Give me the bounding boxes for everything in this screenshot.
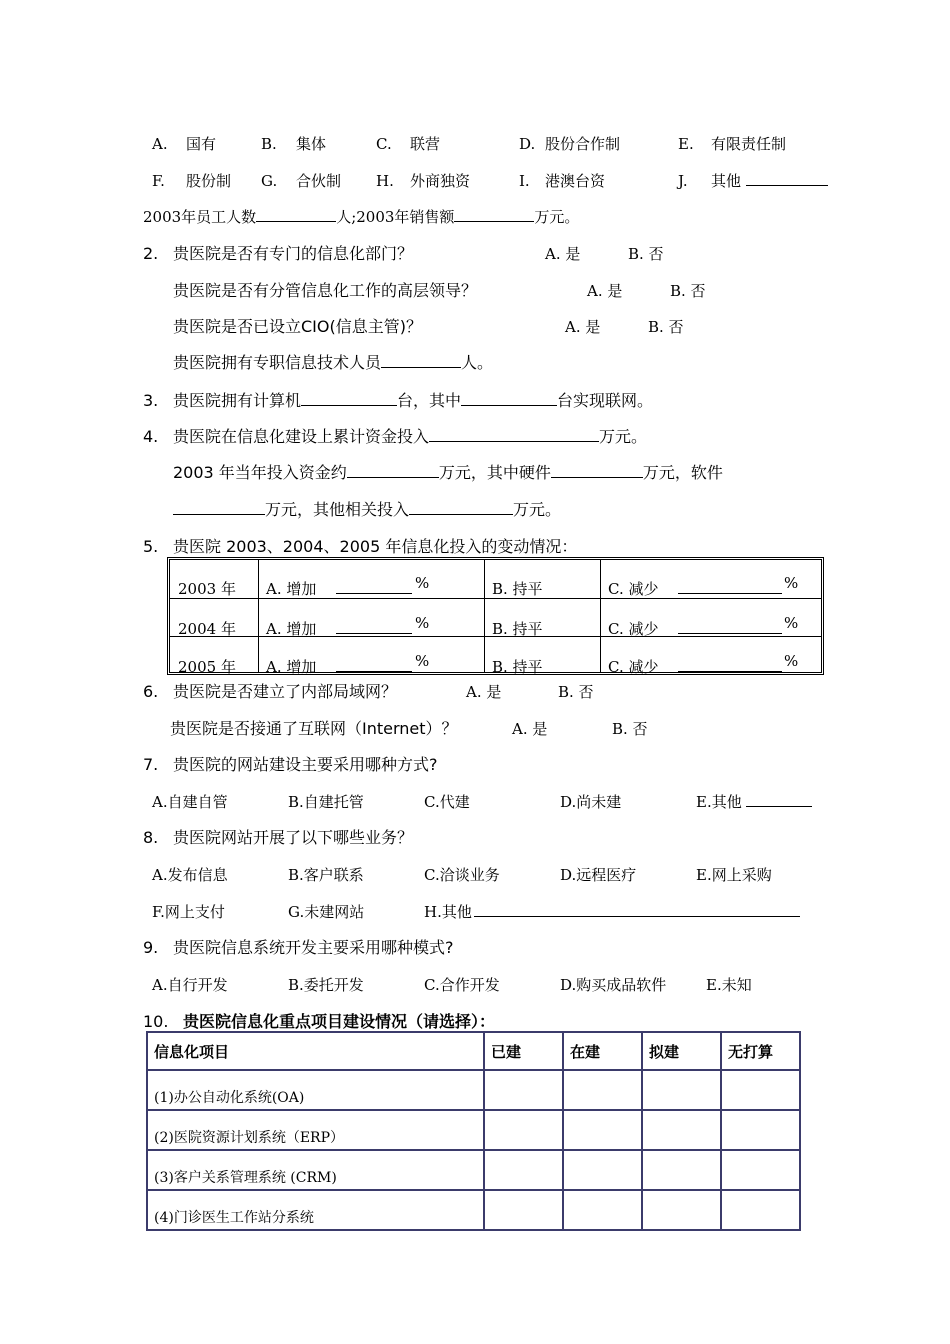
q1-staff-label: 2003年员工人数 (143, 208, 257, 226)
q10-item-outpatient: (4)门诊医生工作站分系统 (147, 1190, 484, 1230)
q1-option-e-letter: E. (678, 135, 694, 153)
q4-text-g: 万元。 (513, 500, 562, 519)
q4-text-b: 万元。 (599, 427, 648, 446)
table-row (147, 1150, 800, 1190)
q5-title: 贵医院 2003、2004、2005 年信息化投入的变动情况： (173, 537, 578, 556)
q5-increase-blank[interactable] (336, 657, 412, 672)
q3-line (173, 391, 653, 411)
q2-leader-no[interactable]: B. 否 (670, 282, 706, 300)
q5-decrease-blank[interactable] (678, 619, 782, 634)
q5-increase-option[interactable]: A. 增加 (266, 620, 317, 638)
q8-option-c[interactable]: C.洽谈业务 (424, 866, 500, 884)
q6-internet-no[interactable]: B. 否 (612, 720, 648, 738)
q1-other-blank[interactable] (746, 171, 828, 186)
q10-cell-no-plan[interactable] (721, 1150, 800, 1190)
q3-number: 3. (143, 391, 159, 410)
q7-option-b[interactable]: B.自建托管 (288, 793, 364, 811)
q1-option-g-letter: G. (261, 172, 278, 190)
q10-item-erp: (2)医院资源计划系统（ERP） (147, 1110, 484, 1150)
q8-option-e[interactable]: E.网上采购 (696, 866, 772, 884)
table-row (147, 1070, 800, 1110)
q4-line2 (173, 463, 723, 483)
q9-option-d[interactable]: D.购买成品软件 (560, 976, 667, 994)
q2-leader-yes[interactable]: A. 是 (587, 282, 623, 300)
q5-increase-pct: % (415, 614, 430, 632)
q6-lan-no[interactable]: B. 否 (558, 683, 594, 701)
q4-line1 (173, 427, 647, 447)
q2-it-staff-unit: 人。 (461, 353, 494, 372)
q3-text-a: 贵医院拥有计算机 (173, 391, 302, 410)
q1-option-f-label: 股份制 (186, 172, 232, 190)
q1-option-j-letter: J. (678, 172, 688, 190)
q2-it-staff-blank[interactable] (381, 353, 461, 368)
q8-option-b[interactable]: B.客户联系 (288, 866, 364, 884)
q4-2003-invest-blank[interactable] (347, 463, 439, 478)
q10-header-built: 已建 (484, 1032, 563, 1070)
q1-staff-unit: 人;2003年销售额 (336, 208, 455, 226)
q2-cio-no[interactable]: B. 否 (648, 318, 684, 336)
q2-it-staff-line (173, 353, 493, 373)
q10-cell-building[interactable] (563, 1110, 642, 1150)
q6-internet-yes[interactable]: A. 是 (512, 720, 548, 738)
q1-option-j-label: 其他 (711, 172, 742, 190)
q4-hardware-blank[interactable] (551, 463, 643, 478)
q2-question-leader: 贵医院是否有分管信息化工作的高层领导？ (173, 281, 478, 300)
q10-number: 10. (143, 1012, 169, 1031)
q7-option-c[interactable]: C.代建 (424, 793, 470, 811)
q4-total-invest-blank[interactable] (429, 427, 599, 442)
q4-other-invest-blank[interactable] (409, 500, 513, 515)
q5-row-2004 (170, 598, 821, 636)
q1-option-i-label: 港澳台资 (545, 172, 606, 190)
q10-cell-no-plan[interactable] (721, 1110, 800, 1150)
q1-option-h-label: 外商独资 (410, 172, 471, 190)
q1-option-c-label: 联营 (410, 135, 441, 153)
q10-cell-built[interactable] (484, 1150, 563, 1190)
q3-computers-blank[interactable] (301, 391, 397, 406)
q10-cell-planned[interactable] (642, 1190, 721, 1230)
q9-title: 贵医院信息系统开发主要采用哪种模式? (173, 938, 454, 957)
q3-text-c: 台实现联网。 (557, 391, 654, 410)
q10-cell-built[interactable] (484, 1070, 563, 1110)
q5-decrease-option[interactable]: C. 减少 (608, 620, 659, 638)
q1-option-d-label: 股份合作制 (545, 135, 621, 153)
q5-decrease-blank[interactable] (678, 579, 782, 594)
q6-question-internet: 贵医院是否接通了互联网（Internet）？ (170, 719, 458, 738)
q8-option-f[interactable]: F.网上支付 (152, 903, 225, 921)
q1-option-g-label: 合伙制 (296, 172, 342, 190)
q2-it-staff-label: 贵医院拥有专职信息技术人员 (173, 353, 382, 372)
q1-option-a-label: 国有 (186, 135, 217, 153)
q5-increase-pct: % (415, 574, 430, 592)
q7-option-e[interactable]: E.其他 (696, 793, 742, 811)
q10-header-planned: 拟建 (642, 1032, 721, 1070)
q5-decrease-pct: % (784, 574, 799, 592)
q1-staff-blank[interactable] (256, 207, 336, 222)
q10-cell-built[interactable] (484, 1110, 563, 1150)
q5-year-label: 2003 年 (178, 580, 236, 598)
q3-text-b: 台，其中 (397, 391, 462, 410)
table-row (147, 1190, 800, 1230)
q5-year-label: 2005 年 (178, 658, 236, 676)
q5-increase-blank[interactable] (336, 619, 412, 634)
q10-header-no-plan: 无打算 (721, 1032, 800, 1070)
q5-decrease-option[interactable]: C. 减少 (608, 580, 659, 598)
q1-option-a-letter: A. (152, 135, 168, 153)
q2-number: 2. (143, 244, 159, 263)
q4-text-f: 万元，其他相关投入 (265, 500, 410, 519)
q10-cell-building[interactable] (563, 1150, 642, 1190)
q1-sales-unit: 万元。 (534, 208, 580, 226)
q5-decrease-pct: % (784, 614, 799, 632)
q9-number: 9. (143, 938, 159, 957)
q2-question-cio: 贵医院是否已设立CIO(信息主管)？ (173, 317, 422, 336)
q5-year-label: 2004 年 (178, 620, 236, 638)
q9-option-c[interactable]: C.合作开发 (424, 976, 500, 994)
q2-question-dept: 贵医院是否有专门的信息化部门？ (173, 244, 414, 263)
q8-option-h[interactable]: H.其他 (424, 903, 472, 921)
q4-text-d: 万元，其中硬件 (438, 463, 551, 482)
q10-header-building: 在建 (563, 1032, 642, 1070)
q5-increase-pct: % (415, 652, 430, 670)
q10-cell-planned[interactable] (642, 1110, 721, 1150)
q6-question-lan: 贵医院是否建立了内部局域网？ (173, 682, 398, 701)
q4-text-a: 贵医院在信息化建设上累计资金投入 (173, 427, 430, 446)
q4-number: 4. (143, 427, 159, 446)
q1-option-b-label: 集体 (296, 135, 327, 153)
q5-decrease-option[interactable]: C. 减少 (608, 658, 659, 676)
q10-cell-building[interactable] (563, 1190, 642, 1230)
q9-option-b[interactable]: B.委托开发 (288, 976, 364, 994)
q10-cell-no-plan[interactable] (721, 1070, 800, 1110)
q5-decrease-blank[interactable] (678, 657, 782, 672)
q3-networked-blank[interactable] (461, 391, 557, 406)
q8-number: 8. (143, 828, 159, 847)
q7-option-d[interactable]: D.尚未建 (560, 793, 622, 811)
q10-cell-building[interactable] (563, 1070, 642, 1110)
q2-cio-yes[interactable]: A. 是 (565, 318, 601, 336)
q4-text-e: 万元，软件 (642, 463, 723, 482)
q1-option-b-letter: B. (261, 135, 277, 153)
q10-header-project: 信息化项目 (147, 1032, 484, 1070)
q5-increase-option[interactable]: A. 增加 (266, 580, 317, 598)
q10-item-oa: (1)办公自动化系统(OA) (147, 1070, 484, 1110)
q10-cell-planned[interactable] (642, 1150, 721, 1190)
q7-other-blank[interactable] (746, 792, 812, 807)
q1-option-i-letter: I. (519, 172, 530, 190)
q7-option-a[interactable]: A.自建自管 (152, 793, 228, 811)
q5-increase-option[interactable]: A. 增加 (266, 658, 317, 676)
q6-number: 6. (143, 682, 159, 701)
q4-text-c: 2003 年当年投入资金约 (173, 463, 347, 482)
q1-staff-sales-line (143, 207, 579, 227)
q1-option-d-letter: D. (519, 135, 536, 153)
q10-cell-planned[interactable] (642, 1070, 721, 1110)
q1-option-e-label: 有限责任制 (711, 135, 787, 153)
table-row (147, 1110, 800, 1150)
q8-option-g[interactable]: G.未建网站 (288, 903, 365, 921)
q10-cell-no-plan[interactable] (721, 1190, 800, 1230)
q2-dept-no[interactable]: B. 否 (628, 245, 664, 263)
q9-option-a[interactable]: A.自行开发 (152, 976, 228, 994)
q5-flat-option[interactable]: B. 持平 (492, 620, 543, 638)
q8-title: 贵医院网站开展了以下哪些业务？ (173, 828, 414, 847)
q10-header-row (147, 1032, 800, 1070)
q1-option-c-letter: C. (376, 135, 392, 153)
q10-project-table (146, 1031, 801, 1231)
q1-sales-blank[interactable] (454, 207, 534, 222)
q4-software-blank[interactable] (173, 500, 265, 515)
q9-option-e[interactable]: E.未知 (706, 976, 752, 994)
q5-flat-option[interactable]: B. 持平 (492, 658, 543, 676)
q10-title: 贵医院信息化重点项目建设情况（请选择）： (183, 1012, 496, 1031)
q4-line3 (173, 500, 561, 520)
q5-row-2003 (170, 560, 821, 598)
q8-other-blank[interactable] (474, 902, 800, 917)
q5-flat-option[interactable]: B. 持平 (492, 580, 543, 598)
q2-dept-yes[interactable]: A. 是 (545, 245, 581, 263)
q5-number: 5. (143, 537, 159, 556)
q5-row-2005 (170, 636, 821, 674)
q5-decrease-pct: % (784, 652, 799, 670)
q1-option-h-letter: H. (376, 172, 394, 190)
q5-change-table (167, 557, 824, 675)
q8-option-a[interactable]: A.发布信息 (152, 866, 228, 884)
q7-number: 7. (143, 755, 159, 774)
q1-option-f-letter: F. (152, 172, 165, 190)
q6-lan-yes[interactable]: A. 是 (466, 683, 502, 701)
q10-item-crm: (3)客户关系管理系统 (CRM) (147, 1150, 484, 1190)
q5-increase-blank[interactable] (336, 579, 412, 594)
q7-title: 贵医院的网站建设主要采用哪种方式? (173, 755, 438, 774)
q8-option-d[interactable]: D.远程医疗 (560, 866, 637, 884)
q10-cell-built[interactable] (484, 1190, 563, 1230)
